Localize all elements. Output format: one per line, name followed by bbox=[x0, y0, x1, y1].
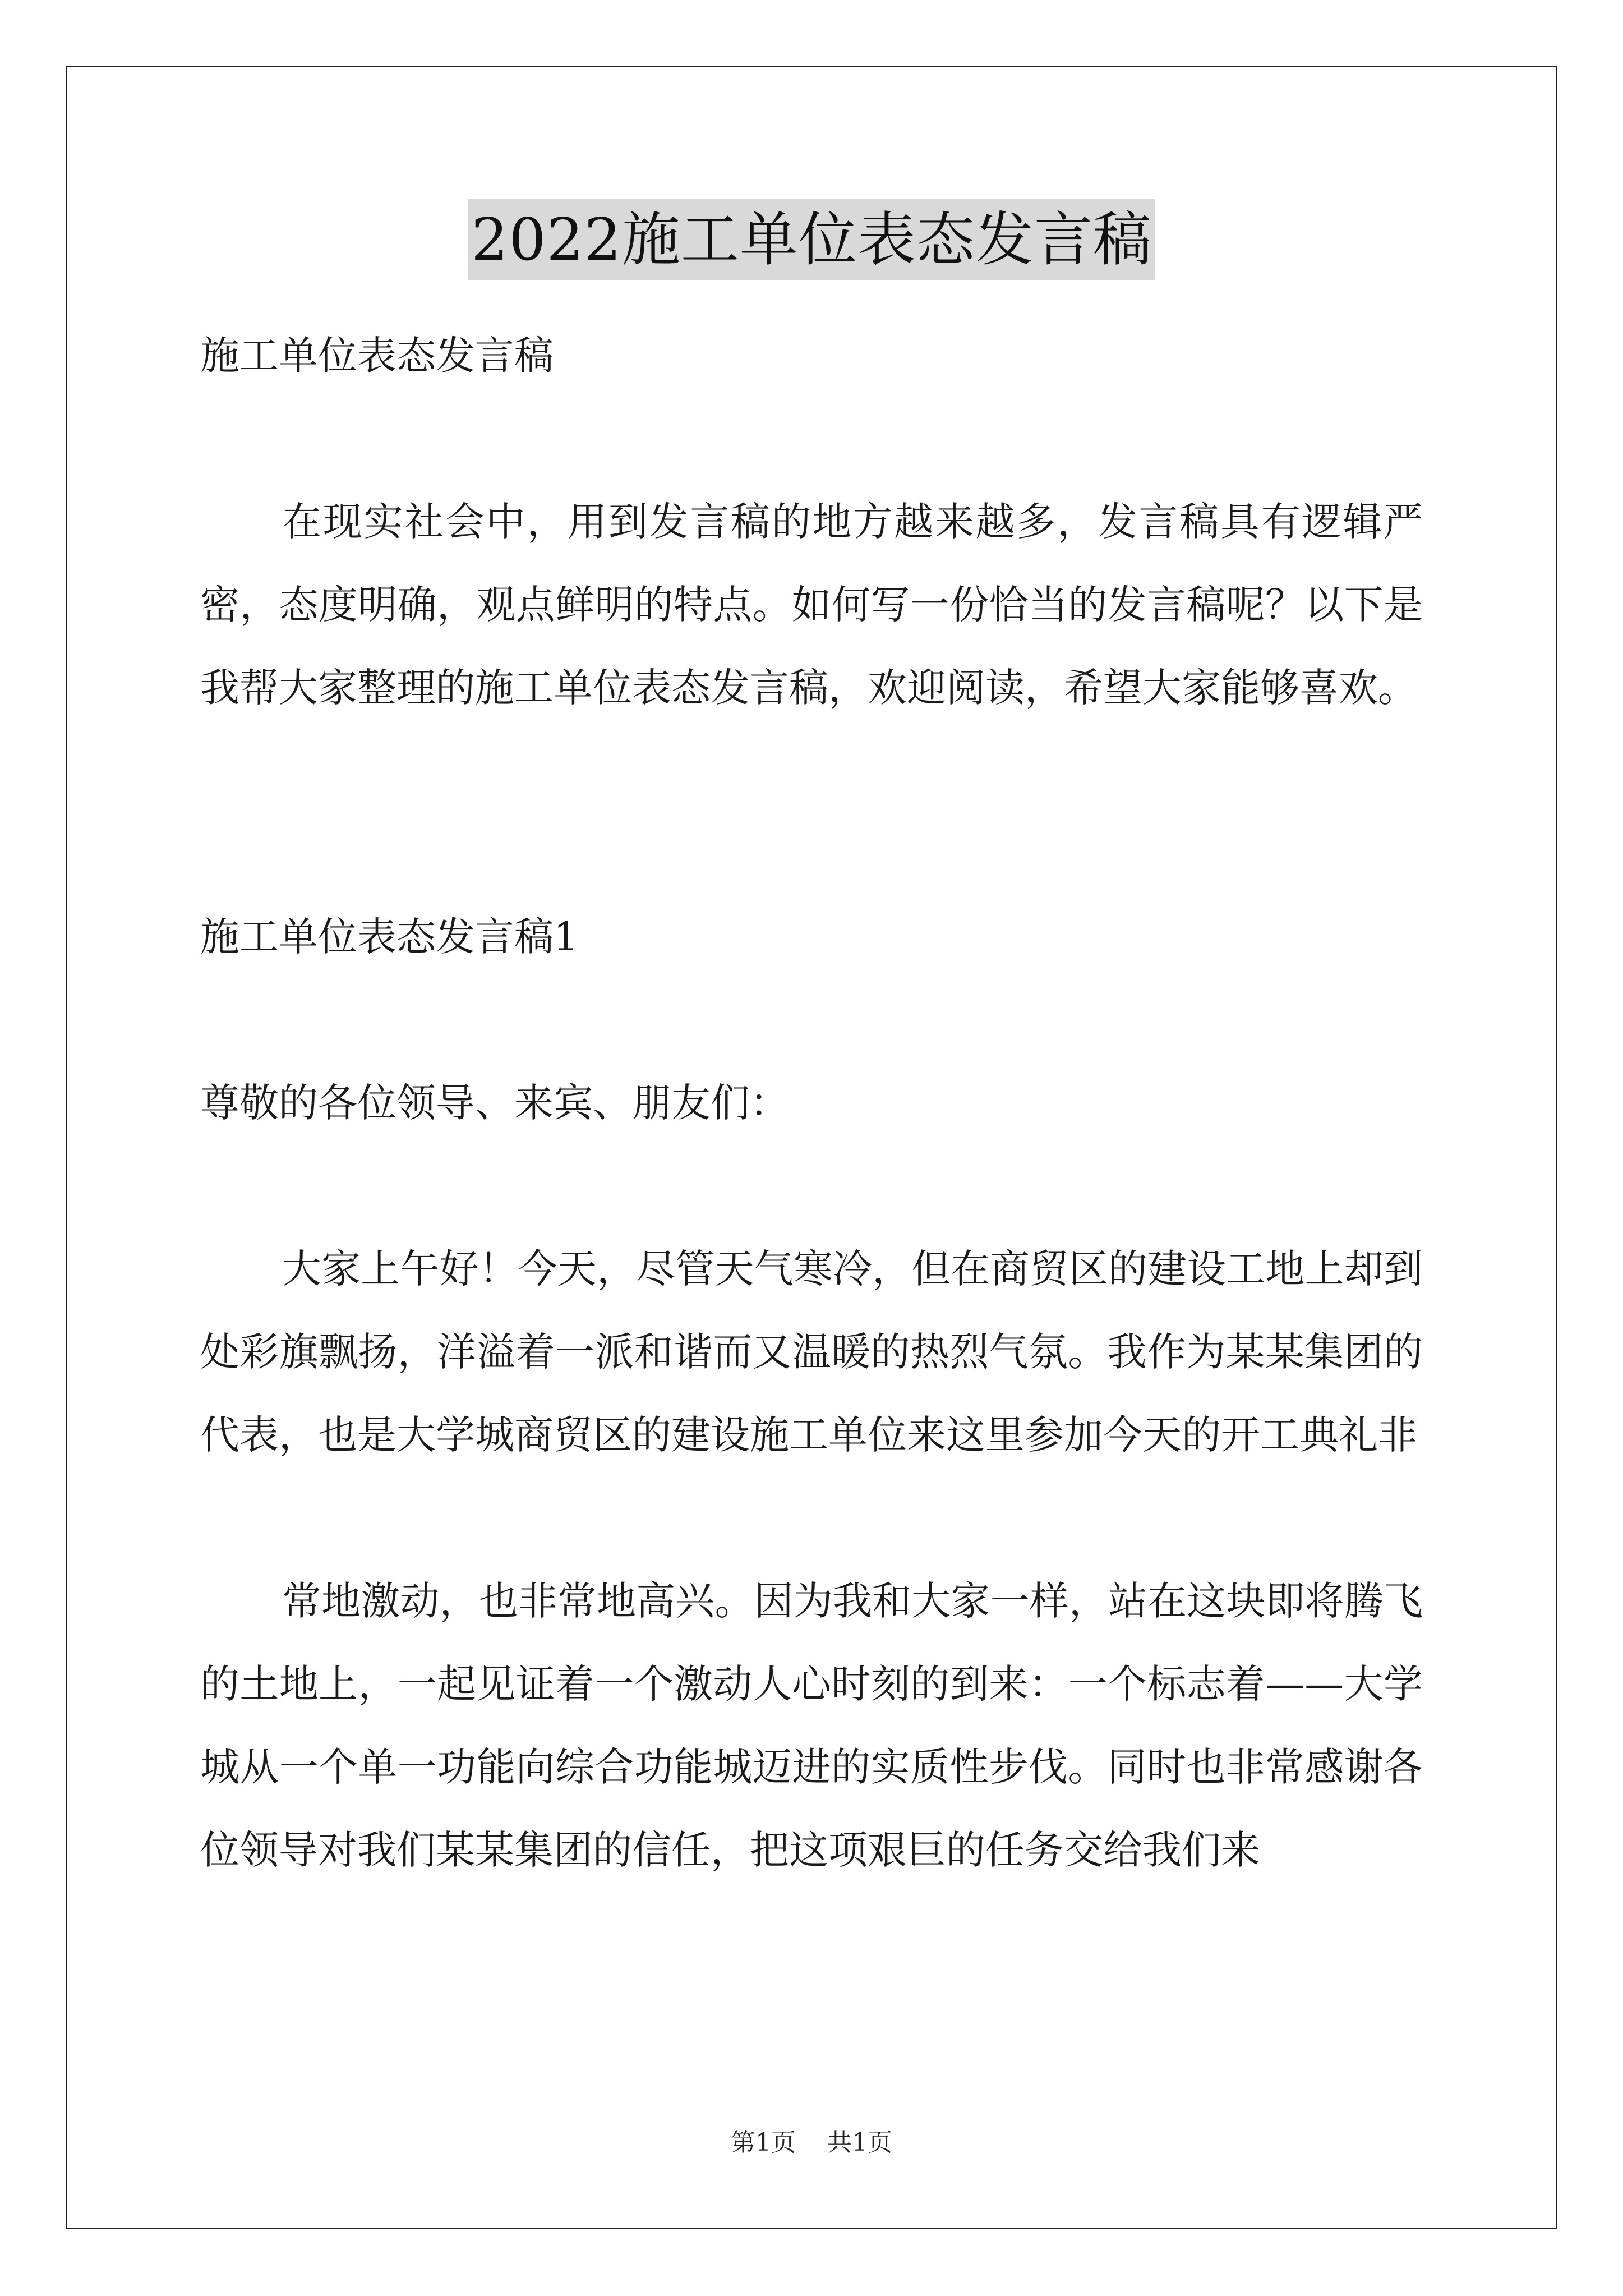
spacer bbox=[200, 1144, 1423, 1227]
body-paragraph-1: 大家上午好！今天，尽管天气寒冷，但在商贸区的建设工地上却到处彩旗飘扬，洋溢着一派和谐而又温暖的热烈气氛。我作为某某集团的代表，也是大学城商贸区的建设施工单位来这里参加今天的开工典礼非 bbox=[200, 1246, 1423, 1458]
spacer bbox=[200, 978, 1423, 1061]
document-body bbox=[200, 314, 1423, 1892]
page-number: 第1页 bbox=[731, 2128, 796, 2157]
intro-paragraph: 在现实社会中，用到发言稿的地方越来越多，发言稿具有逻辑严密，态度明确，观点鲜明的特点。如何写一份恰当的发言稿呢？以下是我帮大家整理的施工单位表态发言稿，欢迎阅读，希望大家能够喜欢。 bbox=[200, 499, 1423, 711]
body-paragraph-2: 常地激动，也非常地高兴。因为我和大家一样，站在这块即将腾飞的土地上，一起见证着一个激动人心时刻的到来：一个标志着——大学城从一个单一功能向综合功能城迈进的实质性步伐。同时也非常感谢各位领导对我们某某集团的信任，把这项艰巨的任务交给我们来 bbox=[200, 1578, 1423, 1873]
title-container bbox=[0, 199, 1623, 280]
spacer bbox=[200, 812, 1423, 895]
subtitle: 施工单位表态发言稿 bbox=[200, 333, 554, 379]
spacer bbox=[200, 397, 1423, 480]
spacer bbox=[200, 1476, 1423, 1559]
document-title: 2022施工单位表态发言稿 bbox=[468, 199, 1155, 280]
section-heading: 施工单位表态发言稿1 bbox=[200, 914, 579, 960]
salutation: 尊敬的各位领导、来宾、朋友们： bbox=[200, 1080, 789, 1126]
page-total: 共1页 bbox=[827, 2128, 892, 2157]
spacer bbox=[200, 729, 1423, 812]
page-footer bbox=[0, 2126, 1623, 2160]
